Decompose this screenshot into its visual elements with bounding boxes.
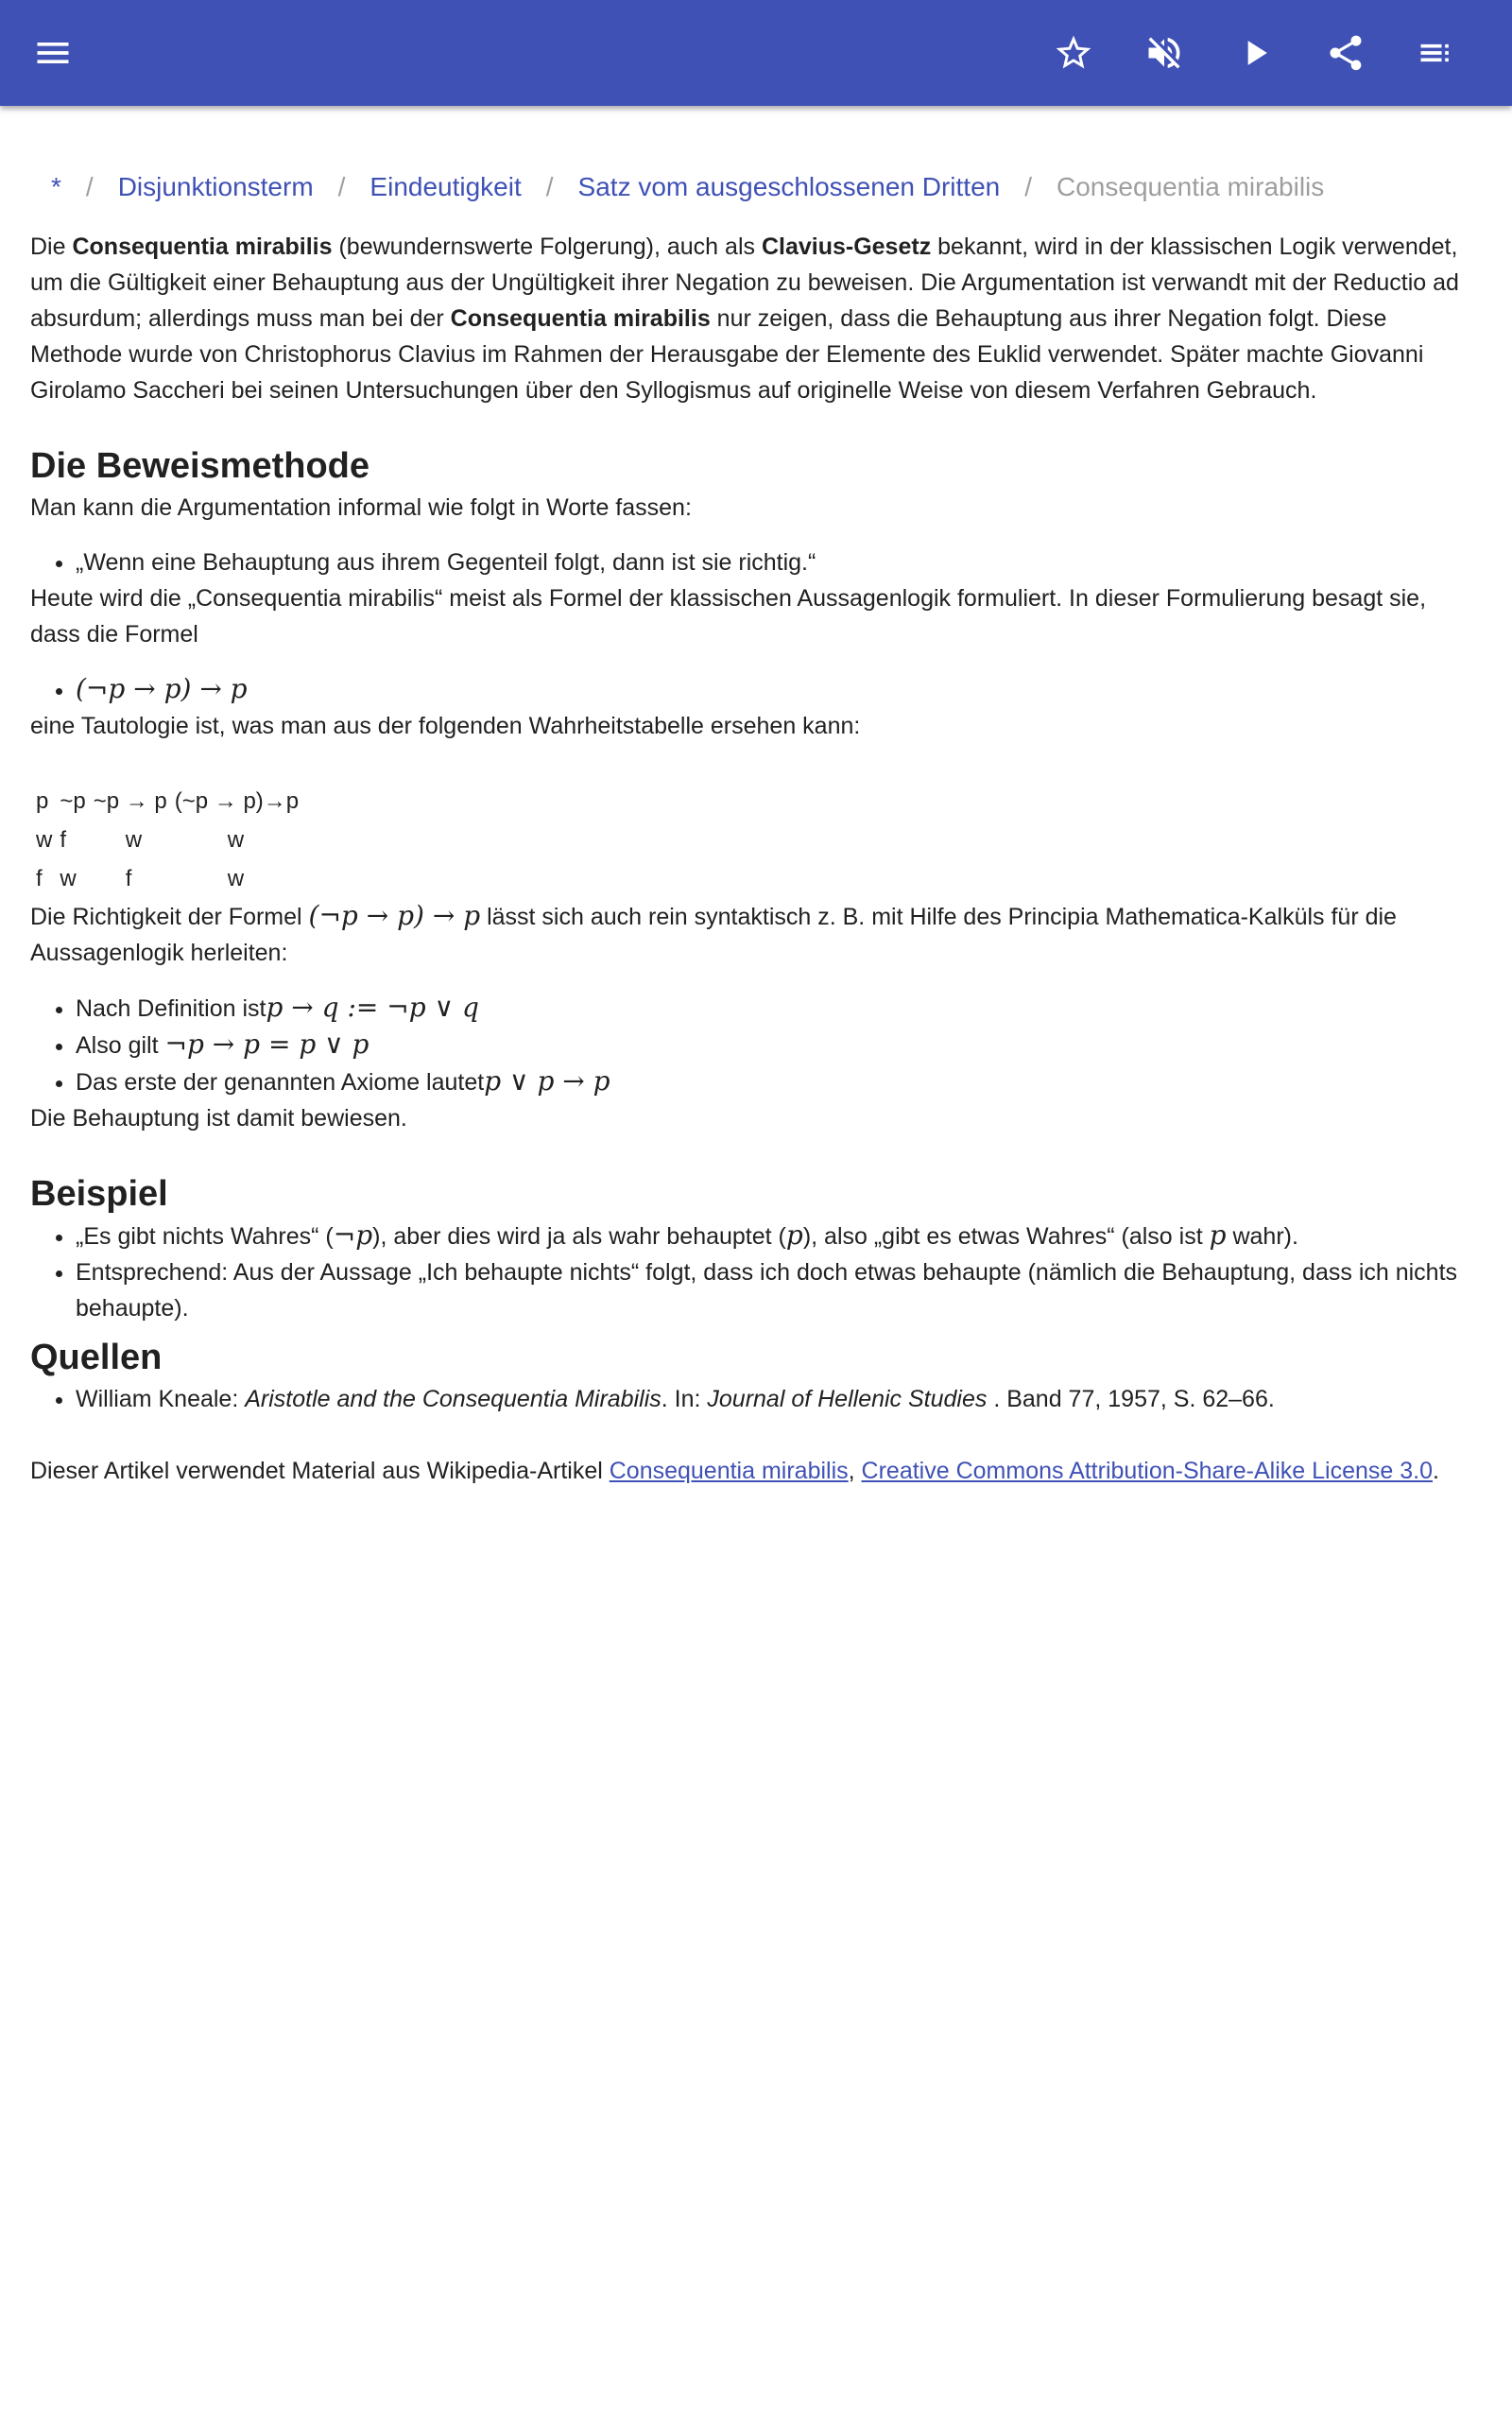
math-formula: (¬p → p) → p xyxy=(308,900,481,931)
table-header-cell: (~p → p)→p xyxy=(174,788,300,814)
formula-list xyxy=(30,671,1482,708)
table-cell: f xyxy=(60,827,67,853)
paragraph xyxy=(30,898,1482,971)
quote-list xyxy=(30,544,1482,580)
paragraph: Heute wird die „Consequentia mirabilis“ meist als Formel der klassischen Aussagenlogik formuliert. In dieser Formulierung besagt sie, dass die Formel xyxy=(30,585,1427,648)
intro-text: nur zeigen, dass die Behauptung aus ihrer Negation folgt. Diese Methode wurde von Christophorus Clavius im Rahmen der Herausgabe der Elemente des Euklid verwendet. Später machte Giovanni Girolamo Saccheri bei seinen Untersuchungen über den Syllogismus auf originelle Weise von diesem Verfahren Gebrauch. xyxy=(30,305,1424,404)
wikipedia-article-link[interactable]: Consequentia mirabilis xyxy=(609,1458,849,1484)
intro-text: (bewundernswerte Folgerung), auch als xyxy=(332,233,762,260)
table-header-row xyxy=(32,782,302,821)
app-bar xyxy=(0,0,1512,106)
breadcrumb-item-disjunktionsterm[interactable]: Disjunktionsterm xyxy=(117,172,314,201)
list-item xyxy=(76,1063,1482,1100)
list-item: • Entsprechend: Aus der Aussage „Ich behaupte nichts“ folgt, dass ich doch etwas behaupte (nämlich die Behauptung, dass ich nichts behaupte). xyxy=(76,1254,1482,1326)
math-formula: p xyxy=(1209,1219,1227,1251)
menu-icon[interactable] xyxy=(26,26,79,79)
intro-text: Die xyxy=(30,233,73,260)
table-row xyxy=(32,859,302,898)
table-header-cell: ~p xyxy=(60,788,86,814)
license-link[interactable]: Creative Commons Attribution-Share-Alike License 3.0 xyxy=(861,1458,1433,1484)
paragraph-text: lässt sich auch rein syntaktisch z. B. mit Hilfe des Principia Mathematica-Kalküls für die Aussagenlogik herleiten: xyxy=(30,904,1397,966)
list-item-text: wahr). xyxy=(1226,1223,1298,1250)
footer-text: Dieser Artikel verwendet Material aus Wikipedia-Artikel xyxy=(30,1458,610,1484)
list-item xyxy=(76,1027,1482,1063)
footer-text: . xyxy=(1433,1458,1439,1484)
paragraph-text: Die Richtigkeit der Formel xyxy=(30,904,309,930)
math-formula: ¬p → p = p ∨ p xyxy=(164,1028,369,1060)
play-icon[interactable] xyxy=(1228,26,1281,79)
math-formula: p ∨ p → p xyxy=(484,1065,610,1097)
volume-off-icon[interactable] xyxy=(1138,26,1191,79)
star-icon[interactable] xyxy=(1047,26,1100,79)
section-heading-beweismethode: Die Beweismethode xyxy=(30,446,369,486)
intro-text: bekannt, wird in der klassischen Logik verwendet, um die Gültigkeit einer Behauptung aus der Ungültigkeit ihrer Negation zu beweisen. Die Argumentation ist verwandt mit der Reductio ad absurdum; allerdings muss man bei der xyxy=(30,233,1459,332)
table-cell: w xyxy=(125,827,143,853)
table-cell: w xyxy=(227,866,245,891)
list-item-text: ), also „gibt es etwas Wahres“ (also ist xyxy=(802,1223,1210,1250)
breadcrumb-separator: / xyxy=(85,172,94,201)
intro-bold: Consequentia mirabilis xyxy=(450,305,711,332)
derivation-list xyxy=(30,990,1482,1100)
footer-text: , xyxy=(848,1458,862,1484)
intro-bold: Clavius-Gesetz xyxy=(761,233,932,260)
list-item xyxy=(76,1381,1482,1417)
source-text: . Band 77, 1957, S. 62–66. xyxy=(987,1386,1275,1412)
share-icon[interactable] xyxy=(1319,26,1372,79)
table-cell: w xyxy=(36,827,53,853)
table-cell: w xyxy=(60,866,77,891)
playlist-icon[interactable] xyxy=(1410,26,1463,79)
truth-table xyxy=(32,782,302,898)
intro-bold: Consequentia mirabilis xyxy=(72,233,333,260)
breadcrumb-separator: / xyxy=(1024,172,1033,201)
source-text: . In: xyxy=(661,1386,708,1412)
source-author: William Kneale: xyxy=(76,1386,246,1412)
breadcrumb xyxy=(51,166,1482,208)
list-item xyxy=(76,1218,1482,1254)
math-formula: p xyxy=(785,1219,803,1251)
list-item-text: Nach Definition ist xyxy=(76,995,266,1022)
list-item-text: Also gilt xyxy=(76,1032,165,1059)
source-title: Aristotle and the Consequentia Mirabilis xyxy=(245,1386,662,1412)
list-item-text: ), aber dies wird ja als wahr behauptet ( xyxy=(372,1223,786,1250)
paragraph: Man kann die Argumentation informal wie folgt in Worte fassen: xyxy=(30,494,692,521)
section-heading-beispiel: Beispiel xyxy=(30,1174,168,1214)
example-list xyxy=(30,1218,1482,1326)
table-cell: f xyxy=(36,866,43,891)
table-cell: w xyxy=(227,827,245,853)
intro-paragraph xyxy=(30,229,1482,408)
list-item xyxy=(76,990,1482,1027)
math-formula: ¬p xyxy=(333,1219,373,1251)
list-item-text: „Es gibt nichts Wahres“ ( xyxy=(76,1223,334,1250)
list-item: • „Wenn eine Behauptung aus ihrem Gegenteil folgt, dann ist sie richtig.“ xyxy=(76,544,1482,580)
math-formula: p → q := ¬p ∨ q xyxy=(266,992,479,1023)
table-row xyxy=(32,821,302,859)
table-header-cell: p xyxy=(36,788,49,814)
breadcrumb-item-satz[interactable]: Satz vom ausgeschlossenen Dritten xyxy=(577,172,1001,201)
paragraph: eine Tautologie ist, was man aus der folgenden Wahrheitstabelle ersehen kann: xyxy=(30,713,861,739)
article xyxy=(30,142,1482,1489)
breadcrumb-item-eindeutigkeit[interactable]: Eindeutigkeit xyxy=(369,172,522,201)
math-formula: (¬p → p) → p xyxy=(76,673,248,704)
license-footer xyxy=(30,1453,1482,1489)
source-list xyxy=(30,1381,1482,1417)
table-cell: f xyxy=(125,866,132,891)
source-journal: Journal of Hellenic Studies xyxy=(707,1386,988,1412)
table-header-cell: ~p → p xyxy=(93,788,167,814)
breadcrumb-separator: / xyxy=(337,172,346,201)
section-heading-quellen: Quellen xyxy=(30,1338,163,1377)
paragraph: Die Behauptung ist damit bewiesen. xyxy=(30,1105,407,1132)
list-item xyxy=(76,671,1482,708)
breadcrumb-separator: / xyxy=(545,172,554,201)
breadcrumb-item-root[interactable]: * xyxy=(51,172,61,201)
breadcrumb-current: Consequentia mirabilis xyxy=(1057,172,1325,201)
list-item-text: Das erste der genannten Axiome lautet xyxy=(76,1069,485,1096)
